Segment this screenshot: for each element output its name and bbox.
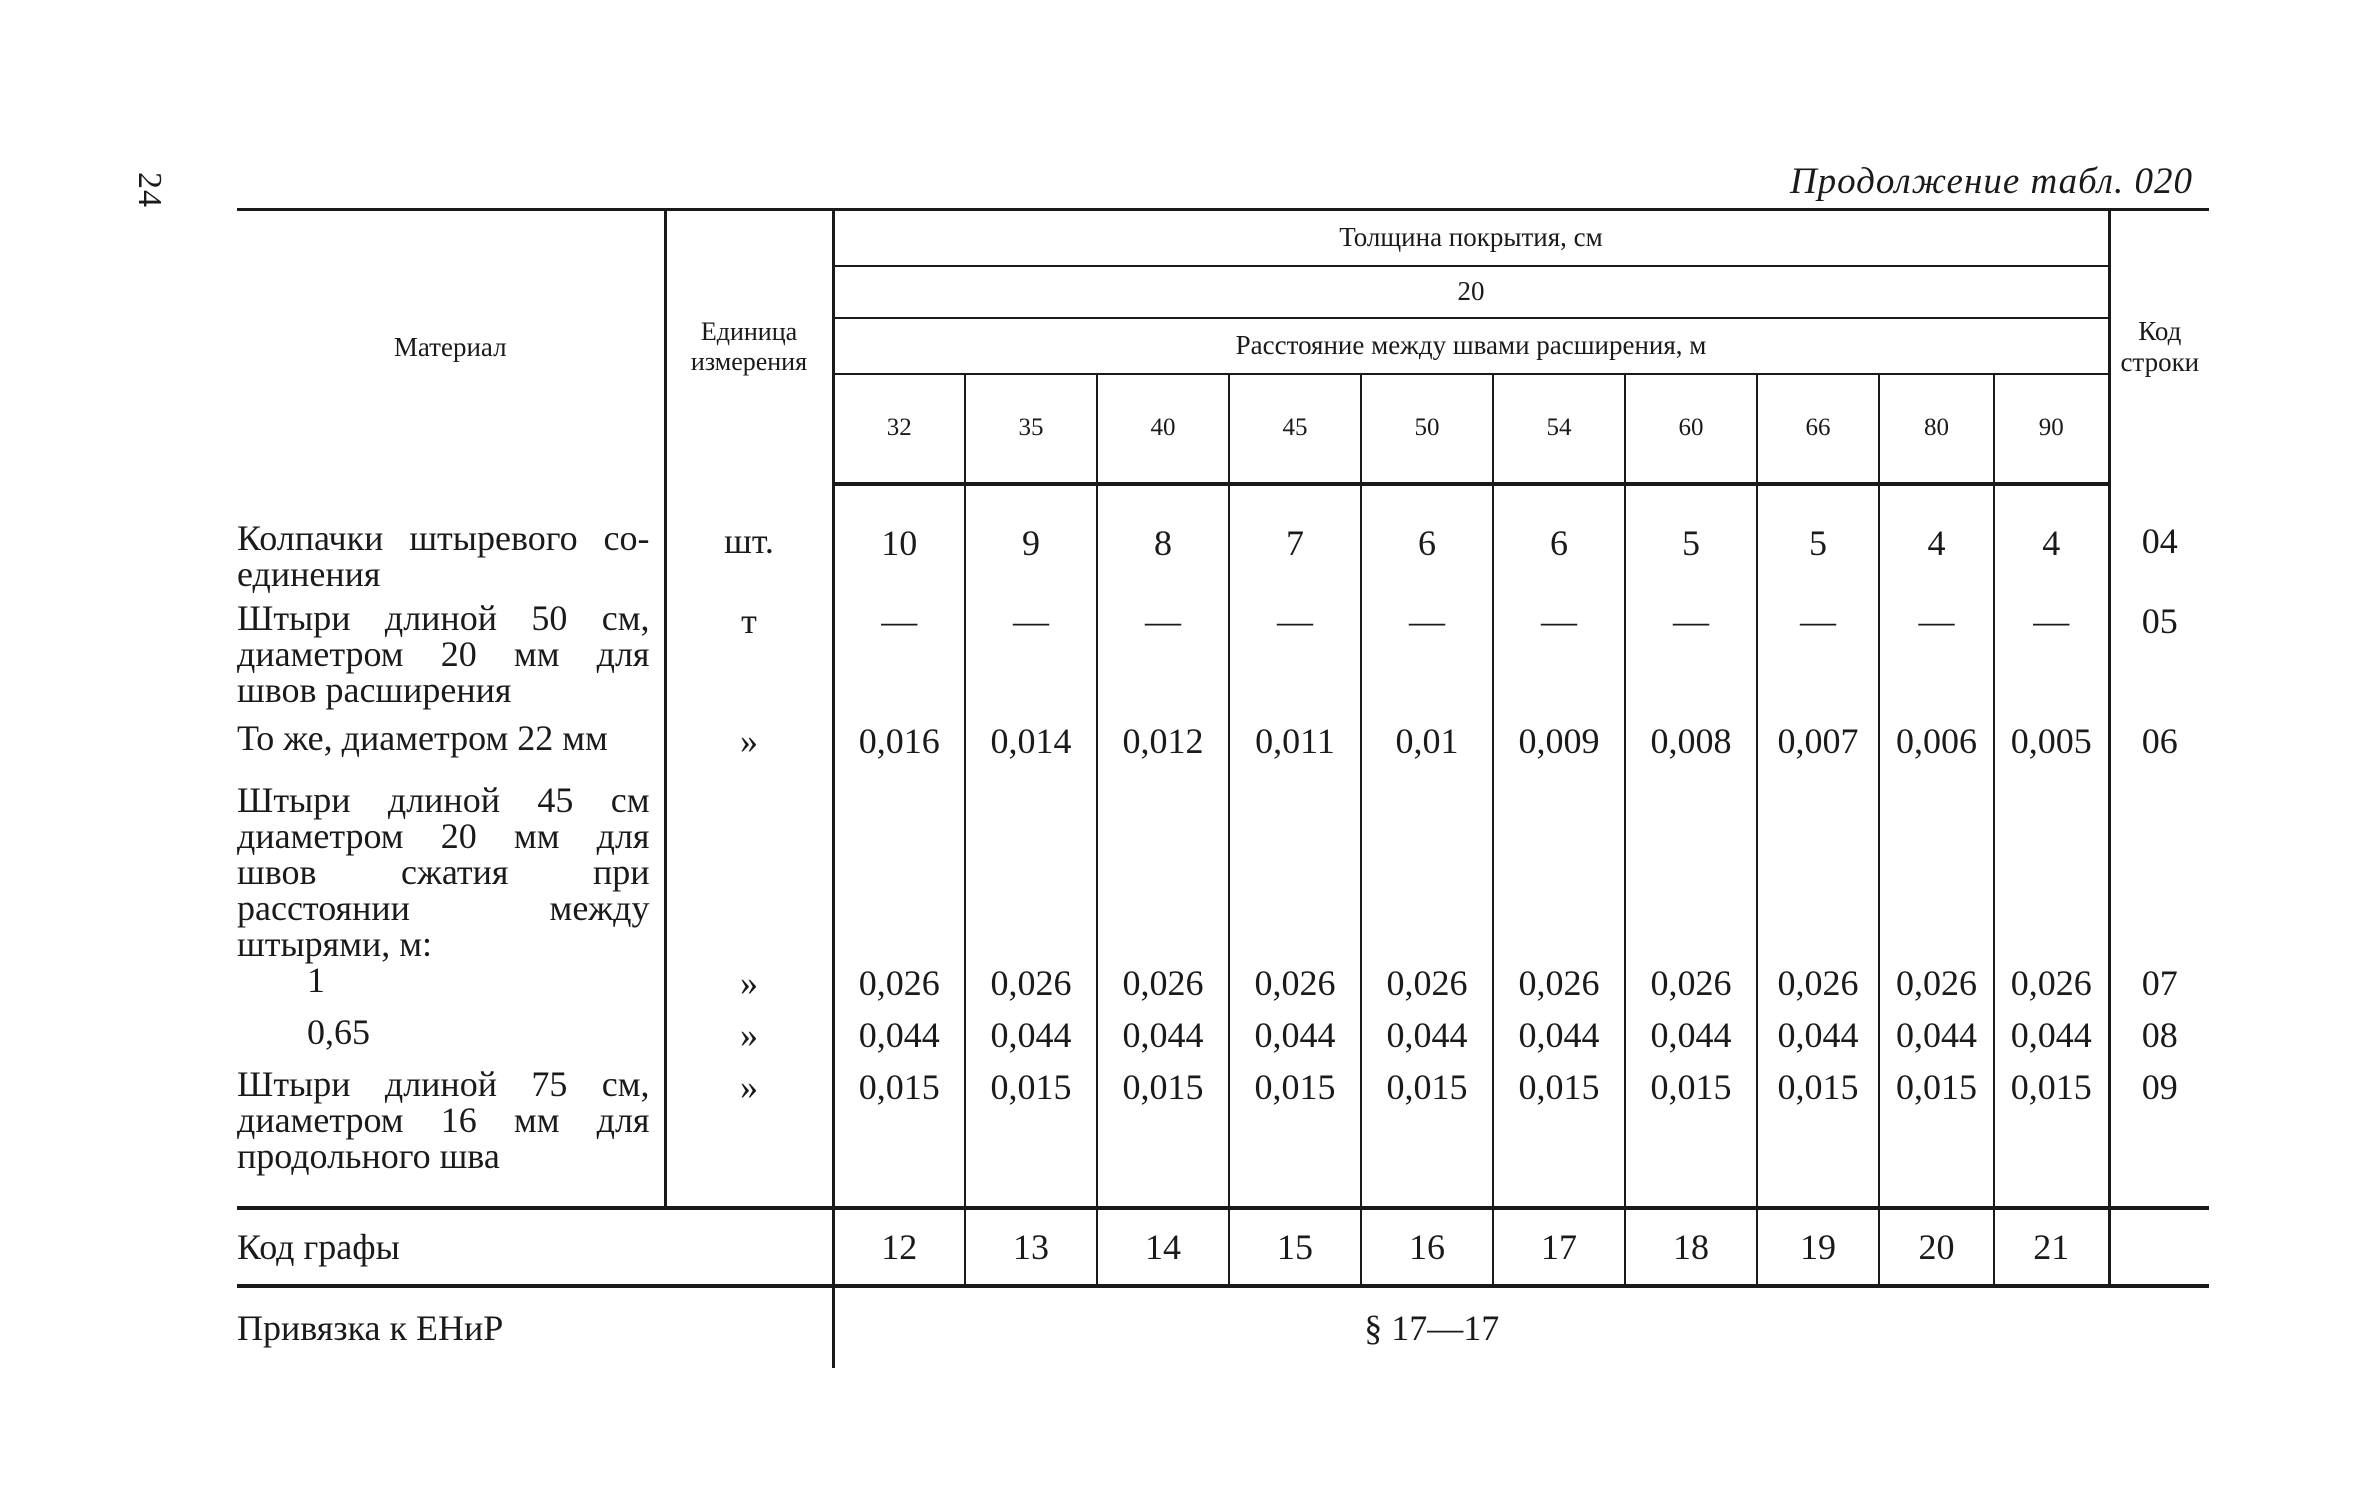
row-value: 0,044 [1097, 1014, 1229, 1066]
table-continuation-title: Продолжение табл. 020 [1789, 161, 2193, 202]
row-value: 0,044 [1994, 1014, 2109, 1066]
column-code: 13 [965, 1208, 1097, 1286]
header-distance-value: 80 [1879, 374, 1994, 484]
row-value [1229, 772, 1361, 962]
row-value [1361, 772, 1493, 962]
enir-link-row [237, 1286, 2209, 1368]
row-value: 0,006 [1879, 720, 1994, 772]
row-value: 8 [1097, 484, 1229, 592]
header-distance-value: 35 [965, 374, 1097, 484]
header-unit: Единица измерения [665, 210, 833, 484]
row-value: — [833, 592, 965, 720]
row-value: 0,009 [1493, 720, 1625, 772]
header-distance-value: 50 [1361, 374, 1493, 484]
row-value [833, 772, 965, 962]
row-value: 7 [1229, 484, 1361, 592]
row-unit: » [665, 962, 833, 1014]
row-value: 6 [1361, 484, 1493, 592]
page-number: 24 [131, 172, 168, 208]
table-row [237, 1066, 2209, 1208]
row-value: 5 [1625, 484, 1757, 592]
row-value: — [1229, 592, 1361, 720]
column-code: 15 [1229, 1208, 1361, 1286]
row-value: 0,044 [1361, 1014, 1493, 1066]
row-value [1757, 772, 1879, 962]
row-value: 0,026 [1361, 962, 1493, 1014]
header-distance: Расстояние между швами расширения, м [833, 318, 2109, 374]
row-value: 0,011 [1229, 720, 1361, 772]
row-value: 0,015 [965, 1066, 1097, 1208]
row-value: — [1879, 592, 1994, 720]
row-code: 06 [2141, 720, 2178, 761]
row-value: 0,015 [833, 1066, 965, 1208]
row-value: 0,015 [1994, 1066, 2109, 1208]
row-value [1994, 772, 2109, 962]
row-value: 0,026 [833, 962, 965, 1014]
column-code-row [237, 1208, 2209, 1286]
header-distance-value: 60 [1625, 374, 1757, 484]
row-value: 0,026 [1229, 962, 1361, 1014]
row-value: 0,026 [1757, 962, 1879, 1014]
row-value: 6 [1493, 484, 1625, 592]
row-value [965, 772, 1097, 962]
header-distance-value: 32 [833, 374, 965, 484]
row-value: 0,016 [833, 720, 965, 772]
row-value: 0,026 [1097, 962, 1229, 1014]
row-value: 10 [833, 484, 965, 592]
column-code: 17 [1493, 1208, 1625, 1286]
row-material: Штыри длиной 75 см, диаметром 16 мм для продольного шва [237, 1066, 665, 1208]
row-value: 0,015 [1625, 1066, 1757, 1208]
row-value: 0,026 [965, 962, 1097, 1014]
enir-link-value: § 17—17 [1364, 1307, 1500, 1348]
row-value: 0,005 [1994, 720, 2109, 772]
table-header [237, 210, 2209, 484]
row-material: Штыри длиной 50 см, диаметром 20 мм для швов расширения [237, 592, 665, 720]
enir-link-label: Привязка к ЕНиР [237, 1286, 833, 1368]
row-value [1879, 772, 1994, 962]
row-value: 0,012 [1097, 720, 1229, 772]
column-code: 20 [1879, 1208, 1994, 1286]
row-value: 0,008 [1625, 720, 1757, 772]
row-value: 0,015 [1879, 1066, 1994, 1208]
row-value: — [965, 592, 1097, 720]
row-material: 1 [237, 962, 665, 1014]
header-distance-value: 54 [1493, 374, 1625, 484]
column-code: 14 [1097, 1208, 1229, 1286]
table-row [237, 720, 2209, 772]
header-thickness: Толщина покрытия, см [833, 210, 2109, 266]
row-material: 0,65 [237, 1014, 665, 1066]
column-code: 18 [1625, 1208, 1757, 1286]
column-code: 19 [1757, 1208, 1879, 1286]
row-material: Штыри длиной 45 см диаметром 20 мм для швов сжатия при расстоянии между штырями, м: [237, 772, 665, 962]
row-value: 0,015 [1757, 1066, 1879, 1208]
row-value: 5 [1757, 484, 1879, 592]
row-value: — [1757, 592, 1879, 720]
row-value: 0,015 [1097, 1066, 1229, 1208]
row-code: 05 [2141, 600, 2178, 641]
row-unit: » [665, 1014, 833, 1066]
row-code: 08 [2141, 1014, 2178, 1055]
row-value [1493, 772, 1625, 962]
row-value: — [1493, 592, 1625, 720]
row-value: 0,026 [1625, 962, 1757, 1014]
row-value: 0,015 [1229, 1066, 1361, 1208]
column-code: 21 [1994, 1208, 2109, 1286]
header-distance-value: 66 [1757, 374, 1879, 484]
column-code: 12 [833, 1208, 965, 1286]
header-distance-value: 90 [1994, 374, 2109, 484]
row-material: То же, диаметром 22 мм [237, 720, 665, 772]
header-thickness-value: 20 [833, 266, 2109, 318]
header-distance-value: 40 [1097, 374, 1229, 484]
row-value: 0,015 [1493, 1066, 1625, 1208]
row-value: — [1625, 592, 1757, 720]
row-value: 0,044 [1229, 1014, 1361, 1066]
row-code: 04 [2141, 520, 2178, 561]
row-value: 0,026 [1493, 962, 1625, 1014]
row-unit [665, 772, 833, 962]
row-value: 0,026 [1879, 962, 1994, 1014]
row-value: — [1097, 592, 1229, 720]
row-value [1097, 772, 1229, 962]
materials-table [237, 208, 2209, 1368]
row-value: 0,044 [965, 1014, 1097, 1066]
row-unit: » [665, 720, 833, 772]
row-value [1625, 772, 1757, 962]
column-code-label: Код графы [237, 1208, 833, 1286]
row-material: Колпачки штыревого со-единения [237, 484, 665, 592]
row-value: 0,015 [1361, 1066, 1493, 1208]
header-material: Материал [237, 210, 665, 484]
row-value: 0,044 [1879, 1014, 1994, 1066]
row-code: 09 [2141, 1066, 2178, 1107]
row-value: 0,044 [833, 1014, 965, 1066]
row-unit: шт. [665, 484, 833, 592]
row-value: 0,007 [1757, 720, 1879, 772]
row-unit: т [665, 592, 833, 720]
table-row [237, 484, 2209, 592]
column-code: 16 [1361, 1208, 1493, 1286]
row-value: 0,01 [1361, 720, 1493, 772]
row-value: 9 [965, 484, 1097, 592]
row-value: — [1994, 592, 2109, 720]
row-value: 4 [1879, 484, 1994, 592]
table-row [237, 1014, 2209, 1066]
row-value: 0,044 [1493, 1014, 1625, 1066]
table-row [237, 592, 2209, 720]
header-distance-value: 45 [1229, 374, 1361, 484]
table-body [237, 484, 2209, 1368]
row-value: 0,014 [965, 720, 1097, 772]
row-unit: » [665, 1066, 833, 1208]
row-value: 0,044 [1757, 1014, 1879, 1066]
row-value: 0,044 [1625, 1014, 1757, 1066]
row-code [2109, 772, 2209, 962]
row-value: 4 [1994, 484, 2109, 592]
row-value: 0,026 [1994, 962, 2109, 1014]
header-row-code: Код строки [2109, 210, 2209, 484]
row-value: — [1361, 592, 1493, 720]
row-code: 07 [2141, 962, 2178, 1003]
table-row [237, 962, 2209, 1014]
table-row [237, 772, 2209, 962]
